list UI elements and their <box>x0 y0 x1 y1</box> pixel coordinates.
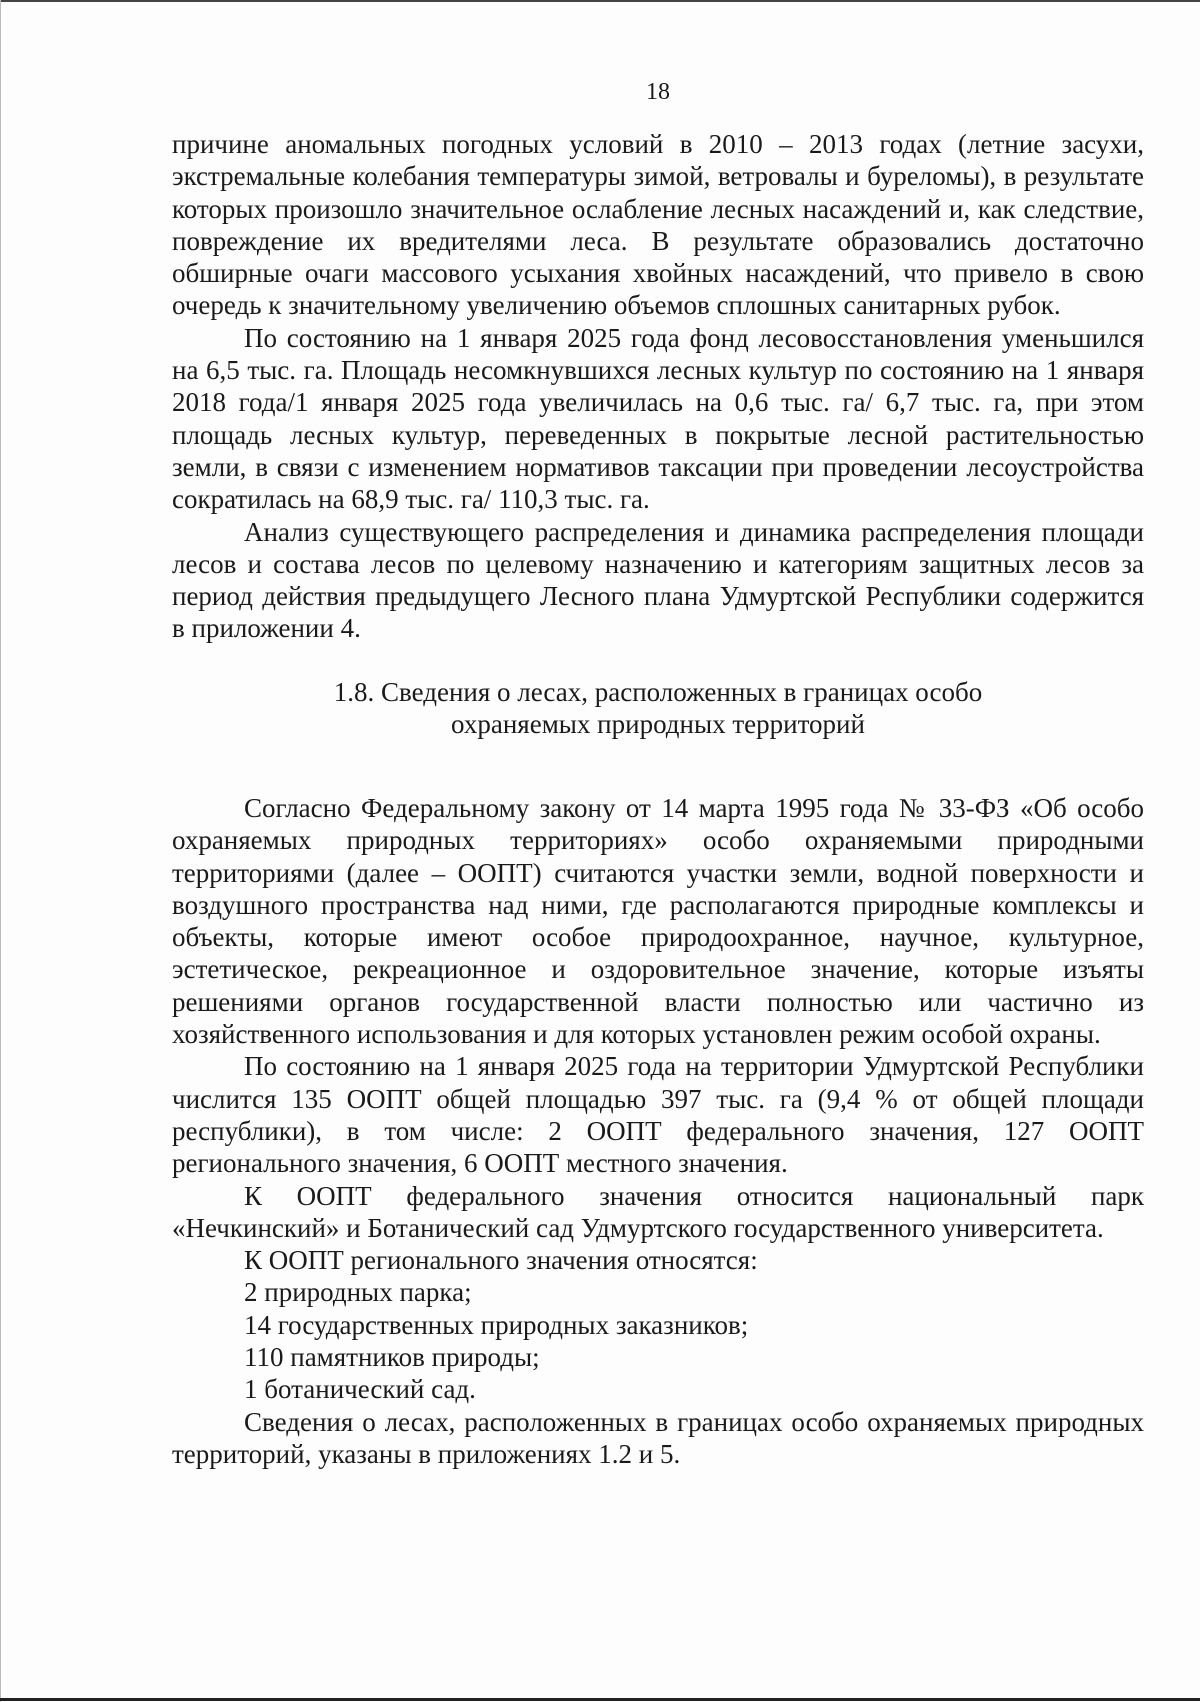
scan-bottom-edge <box>0 1698 1200 1701</box>
page-number: 18 <box>646 79 670 105</box>
paragraph-reforestation-fund: По состоянию на 1 января 2025 года фонд лесовосстановления уменьшился на 6,5 тыс. га. Площадь несомкнувшихся лесных культур по состоянию на 1 января 2018 года/1 января 2025 года увеличилась на 0,6 тыс. га/ 6,7 тыс. га, при этом площадь лесных культур, переведенных в покрытые лесной растительностью земли, в связи с изменением нормативов таксации при проведении лесоустройства сократилась на 68,9 тыс. га/ 110,3 тыс. га. <box>172 322 1144 515</box>
paragraph-federal-law: Согласно Федеральному закону от 14 марта 1995 года № 33-ФЗ «Об особо охраняемых природных территориях» особо охраняемыми природными территориями (далее – ООПТ) считаются участки земли, водной поверхности и воздушного пространства над ними, где располагаются природные комплексы и объекты, которые имеют особое природоохранное, научное, культурное, эстетическое, рекреационное и оздоровительное значение, которые изъяты решениями органов государственной власти полностью или частично из хозяйственного использования и для которых установлен режим особой охраны. <box>172 793 1144 1050</box>
list-intro: К ООПТ регионального значения относятся: <box>244 1245 758 1276</box>
paragraph-closing: Сведения о лесах, расположенных в границах особо охраняемых природных территорий, указаны в приложениях 1.2 и 5. <box>172 1406 1144 1469</box>
scan-top-edge <box>0 0 1200 2</box>
paragraph-oopt-count: По состоянию на 1 января 2025 года на территории Удмуртской Республики числится 135 ООПТ общей площадью 397 тыс. га (9,4 % от общей площади республики), в том числе: 2 ООПТ федерального значения, 127 ООПТ регионального значения, 6 ООПТ местного значения. <box>172 1051 1144 1179</box>
list-item: 1 ботанический сад. <box>244 1374 476 1405</box>
list-item: 110 памятников природы; <box>244 1342 540 1373</box>
section-continuation <box>172 128 1144 645</box>
paragraph-federal-oopt: К ООПТ федерального значения относится национальный парк «Нечкинский» и Ботанический сад Удмуртского государственного университета. <box>172 1180 1144 1243</box>
scan-left-edge <box>0 0 1 1702</box>
section-heading-line-2: охраняемых природных территорий <box>451 709 865 740</box>
paragraph-continued: причине аномальных погодных условий в 2010 – 2013 годах (летние засухи, экстремальные колебания температуры зимой, ветровалы и буреломы), в результате которых произошло значительное ослабление лесных насаждений и, как следствие, повреждение их вредителями леса. В результате образовались достаточно обширные очаги массового усыхания хвойных насаждений, что привело в свою очередь к значительному увеличению объемов сплошных санитарных рубок. <box>172 129 1144 321</box>
list-item: 14 государственных природных заказников; <box>244 1309 749 1340</box>
paragraph-analysis: Анализ существующего распределения и динамика распределения площади лесов и состава лесов по целевому назначению и категориям защитных лесов за период действия предыдущего Лесного плана Удмуртской Республики содержится в приложении 4. <box>172 516 1144 644</box>
section-heading-line-1: 1.8. Сведения о лесах, расположенных в границах особо <box>333 677 983 707</box>
section-heading <box>172 676 1144 741</box>
list-item: 2 природных парка; <box>244 1277 472 1308</box>
section-oopt <box>172 792 1144 1470</box>
